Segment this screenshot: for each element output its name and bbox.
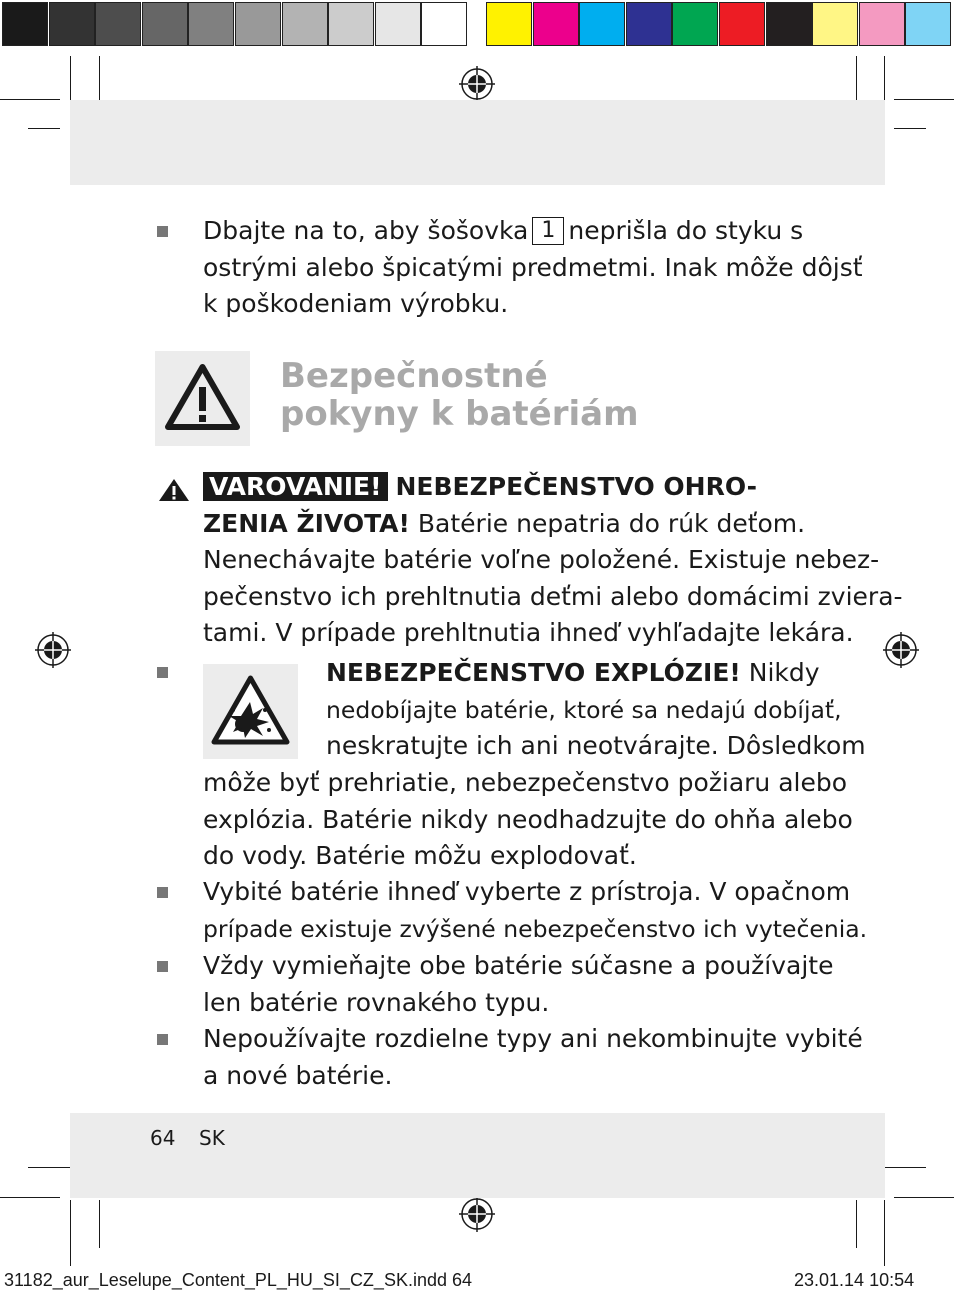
warning-label: VAROVANIE! [203, 472, 388, 501]
list-item: Vybité batérie ihneď vyberte z prístroja. V opačnom prípade existuje zvýšené nebezpečenstvo ich vytečenia. [203, 877, 868, 943]
crop-mark [884, 56, 885, 104]
list-item: Nepoužívajte rozdielne typy ani nekombinujte vybité a nové batérie. [203, 1024, 863, 1090]
crop-mark [884, 1200, 885, 1266]
crop-mark [856, 56, 857, 104]
color-swatch [905, 2, 951, 46]
gray-swatch [2, 2, 48, 46]
reference-number-box: 1 [532, 217, 564, 245]
section-heading: Bezpečnostné pokyny k batériám [280, 356, 639, 434]
color-swatch [486, 2, 532, 46]
crop-mark [28, 128, 60, 129]
warning-triangle-icon [155, 351, 250, 446]
bullet-marker [157, 961, 168, 972]
slug-timestamp: 23.01.14 10:54 [794, 1270, 915, 1290]
bullet-marker [157, 226, 168, 237]
bullet-marker [157, 887, 168, 898]
bullet-marker [157, 667, 168, 678]
gray-swatch [49, 2, 95, 46]
crop-mark [894, 99, 954, 100]
crop-mark [70, 1200, 71, 1266]
color-swatch [766, 2, 812, 46]
warning-paragraph: VAROVANIE! NEBEZPEČENSTVO OHRO- ZENIA ŽIVOTA! Batérie nepatria do rúk deťom. Nenechávajte batérie voľne položené. Existuje nebez- pečenstvo ich prehltnutia deťmi alebo domácimi zviera- tami. V prípade prehltnutia ihneď vyhľadajte lekára. [203, 472, 903, 647]
gray-swatch [282, 2, 328, 46]
warning-triangle-small-icon [157, 477, 191, 503]
registration-mark-icon [459, 66, 495, 102]
explosion-paragraph-top: NEBEZPEČENSTVO EXPLÓZIE! Nikdy nedobíjajte batérie, ktoré sa nedajú dobíjať, neskratujte ich ani neotvárajte. Dôsledkom [326, 658, 866, 760]
gray-swatch [328, 2, 374, 46]
crop-mark [70, 56, 71, 104]
crop-mark [0, 1197, 60, 1198]
footer-band [70, 1113, 885, 1198]
list-item: Vždy vymieňajte obe batérie súčasne a používajte len batérie rovnakého typu. [203, 951, 834, 1017]
color-swatch [859, 2, 905, 46]
explosion-hazard-icon [203, 664, 298, 759]
crop-mark [99, 56, 100, 104]
gray-swatch [375, 2, 421, 46]
gray-swatch [188, 2, 234, 46]
gray-swatch [95, 2, 141, 46]
gray-swatch [421, 2, 467, 46]
color-swatch [579, 2, 625, 46]
crop-mark [894, 1197, 954, 1198]
registration-mark-icon [459, 1196, 495, 1232]
explosion-icon-box [203, 664, 298, 759]
color-swatch [533, 2, 579, 46]
color-swatch [719, 2, 765, 46]
color-swatch [672, 2, 718, 46]
warning-icon-box [155, 351, 250, 446]
color-swatch [626, 2, 672, 46]
header-band [70, 100, 885, 185]
registration-mark-icon [35, 632, 71, 668]
language-code: SK [199, 1126, 225, 1150]
crop-mark [0, 99, 60, 100]
crop-mark [99, 1200, 100, 1248]
gray-swatch [142, 2, 188, 46]
color-swatch [812, 2, 858, 46]
crop-mark [894, 128, 926, 129]
bullet-marker [157, 1034, 168, 1045]
crop-mark [856, 1200, 857, 1248]
gray-swatch [235, 2, 281, 46]
slug-filename: 31182_aur_Leselupe_Content_PL_HU_SI_CZ_SK.indd 64 [4, 1270, 473, 1290]
explosion-paragraph-bottom: môže byť prehriatie, nebezpečenstvo požiaru alebo explózia. Batérie nikdy neodhadzujte do ohňa alebo do vody. Batérie môžu explodovať. [203, 768, 853, 870]
intro-paragraph: Dbajte na to, aby šošovka 1 neprišla do styku s ostrými alebo špicatými predmetmi. Inak môže dôjsť k poškodeniam výrobku. [203, 216, 863, 318]
page-number: 64 [150, 1126, 176, 1150]
